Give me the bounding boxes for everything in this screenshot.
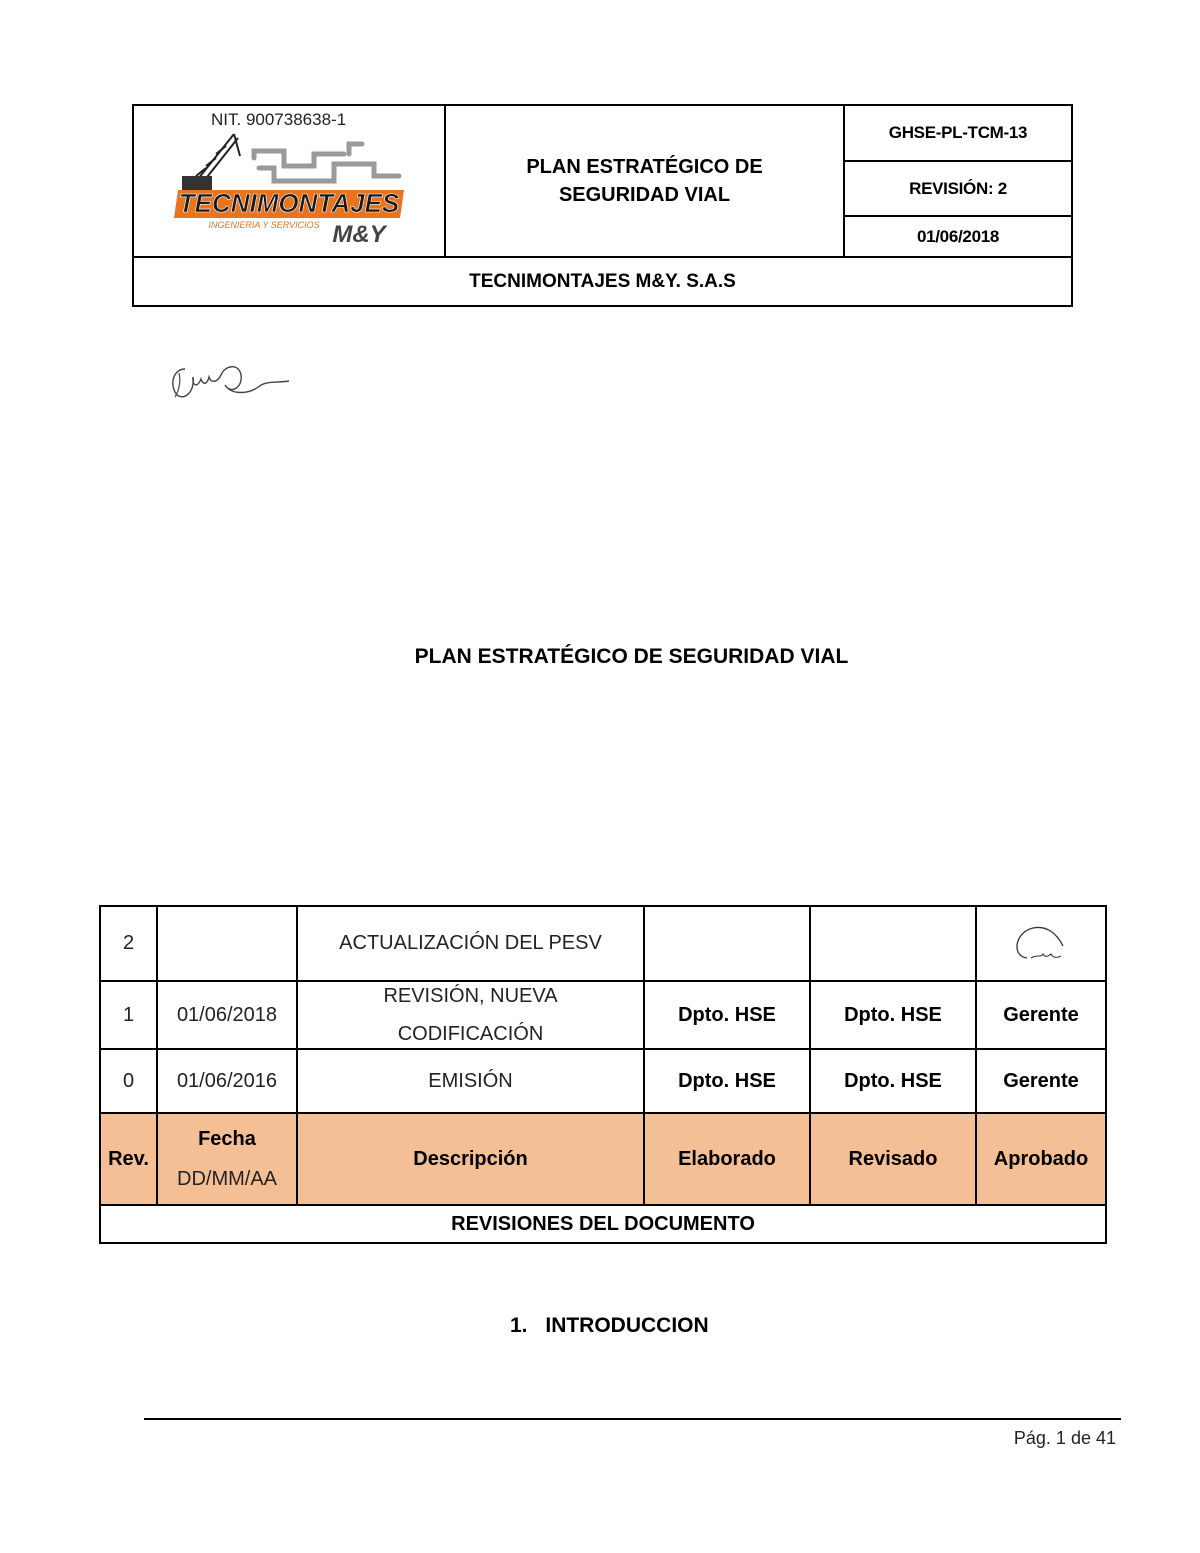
table-row-descripcion: EMISIÓN [428,1069,513,1092]
logo-cell [134,106,446,256]
signature-image [165,355,295,405]
column-header-revisado: Revisado [848,1147,938,1170]
column-header-fecha [158,1114,296,1204]
nit-number: NIT. 900738638-1 [211,110,347,129]
table-row-rev: 0 [122,1069,135,1092]
column-header-fecha-label: Fecha [198,1128,256,1150]
document-code-cell [845,106,1071,256]
table-row-elaborado: Dpto. HSE [678,1069,776,1092]
table-row-descripcion: ACTUALIZACIÓN DEL PESV [339,932,602,954]
document-header-table [132,104,1073,307]
company-name: TECNIMONTAJES M&Y. S.A.S [134,256,1071,305]
table-row-descripcion [298,982,643,1048]
descripcion-line1: REVISIÓN, NUEVA [383,985,558,1007]
header-title-line1: PLAN ESTRATÉGICO DE [526,156,763,178]
table-row-rev: 2 [122,932,135,954]
logo-wordmark: TECNIMONTAJES [178,188,400,218]
logo-tagline: INGENIERIA Y SERVICIOS [208,220,320,230]
section-heading [510,1314,709,1338]
table-row-fecha [158,907,296,980]
company-logo [134,106,444,254]
descripcion-line2: CODIFICACIÓN [397,1023,544,1045]
logo-my: M&Y [332,221,386,248]
header-title-line2: SEGURIDAD VIAL [558,184,731,206]
column-header-rev: Rev. [108,1147,149,1170]
column-header-elaborado: Elaborado [678,1147,776,1170]
section-number: 1. [510,1314,528,1337]
document-date: 01/06/2018 [916,226,1000,246]
table-row-revisado: Dpto. HSE [844,1003,942,1026]
column-header-descripcion: Descripción [413,1147,528,1170]
table-row-revisado: Dpto. HSE [844,1069,942,1092]
table-row-aprobado: Gerente [1003,1003,1079,1026]
table-row-elaborado [645,907,809,980]
header-title-cell [446,106,845,256]
table-row-fecha: 01/06/2016 [176,1069,278,1092]
revision-label: REVISIÓN: 2 [845,162,1071,217]
revisions-caption: REVISIONES DEL DOCUMENTO [451,1212,755,1235]
footer-divider [144,1418,1121,1420]
table-row-aprobado: Gerente [1003,1069,1079,1092]
table-row-fecha: 01/06/2018 [176,1003,278,1026]
revisions-table [99,905,1107,1244]
section-title: INTRODUCCION [545,1314,709,1337]
document-code: GHSE-PL-TCM-13 [845,106,1071,162]
page-number: Pág. 1 de 41 [1013,1428,1116,1448]
table-row-revisado [811,907,975,980]
table-row-rev: 1 [122,1003,135,1026]
table-row-aprobado [977,907,1105,980]
table-row-elaborado: Dpto. HSE [678,1003,776,1026]
column-header-aprobado: Aprobado [993,1147,1089,1170]
column-header-fecha-format: DD/MM/AA [177,1168,277,1190]
document-main-title: PLAN ESTRATÉGICO DE SEGURIDAD VIAL [414,645,849,668]
approval-signature-image [1001,914,1081,974]
